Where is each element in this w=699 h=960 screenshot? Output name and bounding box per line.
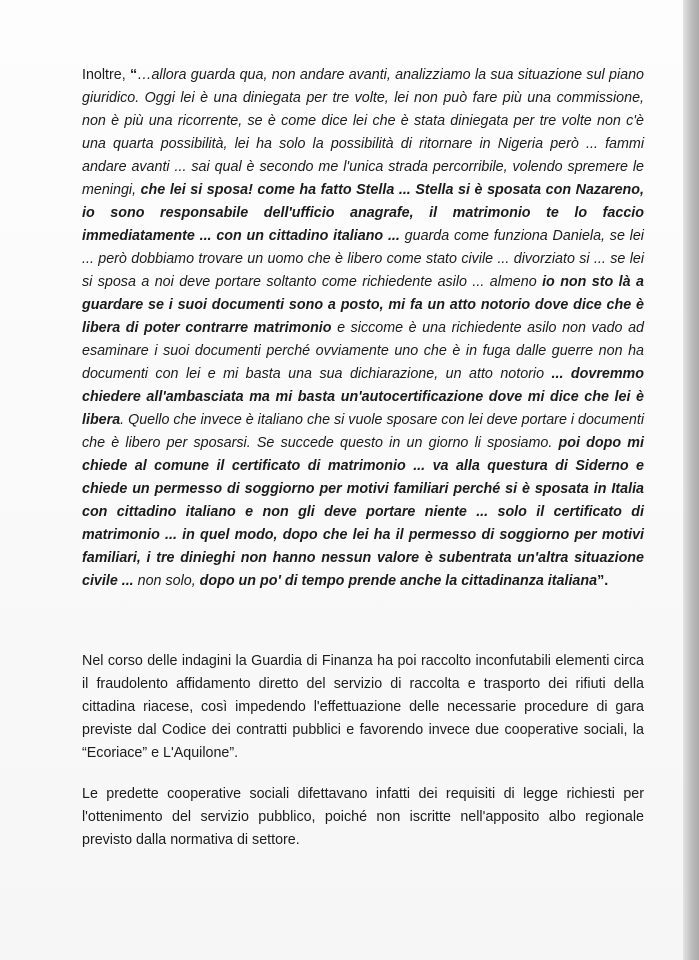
quote-text: non solo,	[133, 573, 200, 589]
body-paragraph	[82, 783, 644, 852]
body-paragraph	[82, 650, 644, 765]
quote-paragraph	[82, 64, 644, 593]
intro-text: Inoltre,	[82, 67, 131, 83]
quote-text: …allora guarda qua, non andare avanti, analizziamo la sua situazione sul piano giuridico. Oggi lei è una diniegata per tre volte, lei non può fare più una commissione, non è più una ricorrente, se è come dice lei che è stata diniegata per tre volte non c'è una quarta possibilità, lei ha solo la possibilità di ritornare in Nigeria però ... fammi andare avanti ... sai qual è secondo me l'unica strada percorribile, volendo spremere le meningi,	[82, 67, 644, 198]
quote-text-bold: io non sto là a guardare se i suoi documenti sono a posto, mi fa un atto notorio dove dice che è libera di poter contrarre matrimonio	[82, 274, 644, 336]
page-edge-shadow	[683, 0, 699, 960]
body-text: Nel corso delle indagini la Guardia di Finanza ha poi raccolto inconfutabili elementi circa il fraudolento affidamento diretto del servizio di raccolta e trasporto dei rifiuti della cittadina riacese, così impedendo l'effettuazione delle necessarie procedure di gara previste dal Codice dei contratti pubblici e favorendo invece due cooperative sociali, la “Ecoriace” e L'Aquilone”.	[82, 653, 644, 761]
quote-text-bold: dopo un po' di tempo prende anche la cittadinanza italiana	[199, 573, 598, 589]
closing-quote-mark: ”.	[597, 573, 609, 589]
quote-text: guarda come funziona Daniela, se lei ... però dobbiamo trovare un uomo che è libero come stato civile ... divorziato si ... se lei si sposa a noi deve portare soltanto come richiedente asilo ... almeno	[82, 228, 644, 290]
quote-text-bold: ... dovremmo chiedere all'ambasciata ma mi basta un'autocertificazione dove mi dice che lei è libera	[82, 366, 644, 428]
body-text: Le predette cooperative sociali difettavano infatti dei requisiti di legge richiesti per l'ottenimento del servizio pubblico, poiché non iscritte nell'apposito albo regionale previsto dalla normativa di settore.	[82, 786, 644, 848]
quote-text: e siccome è una richiedente asilo non vado ad esaminare i suoi documenti perché ovviamente uno che è in fuga dalle guerre non ha documenti con lei e mi basta una sua dichiarazione, un atto notorio	[82, 320, 644, 382]
quote-text-bold: poi dopo mi chiede al comune il certificato di matrimonio ... va alla questura di Siderno e chiede un permesso di soggiorno per motivi familiari perché si è sposata in Italia con cittadino italiano e non gli deve portare niente ... solo il certificato di matrimonio ... in quel modo, dopo che lei ha il permesso di soggiorno per motivi familiari, i tre dinieghi non hanno nessun valore è subentrata un'altra situazione civile ...	[82, 435, 644, 589]
quote-text-bold: che lei si sposa! come ha fatto Stella ... Stella si è sposata con Nazareno, io sono responsabile dell'ufficio anagrafe, il matrimonio te lo faccio immediatamente ... con un cittadino italiano ...	[82, 182, 644, 244]
quote-text: . Quello che invece è italiano che si vuole sposare con lei deve portare i documenti che è libero per sposarsi. Se succede questo in un giorno li sposiamo.	[82, 412, 644, 451]
opening-quote-mark: “	[130, 67, 138, 83]
